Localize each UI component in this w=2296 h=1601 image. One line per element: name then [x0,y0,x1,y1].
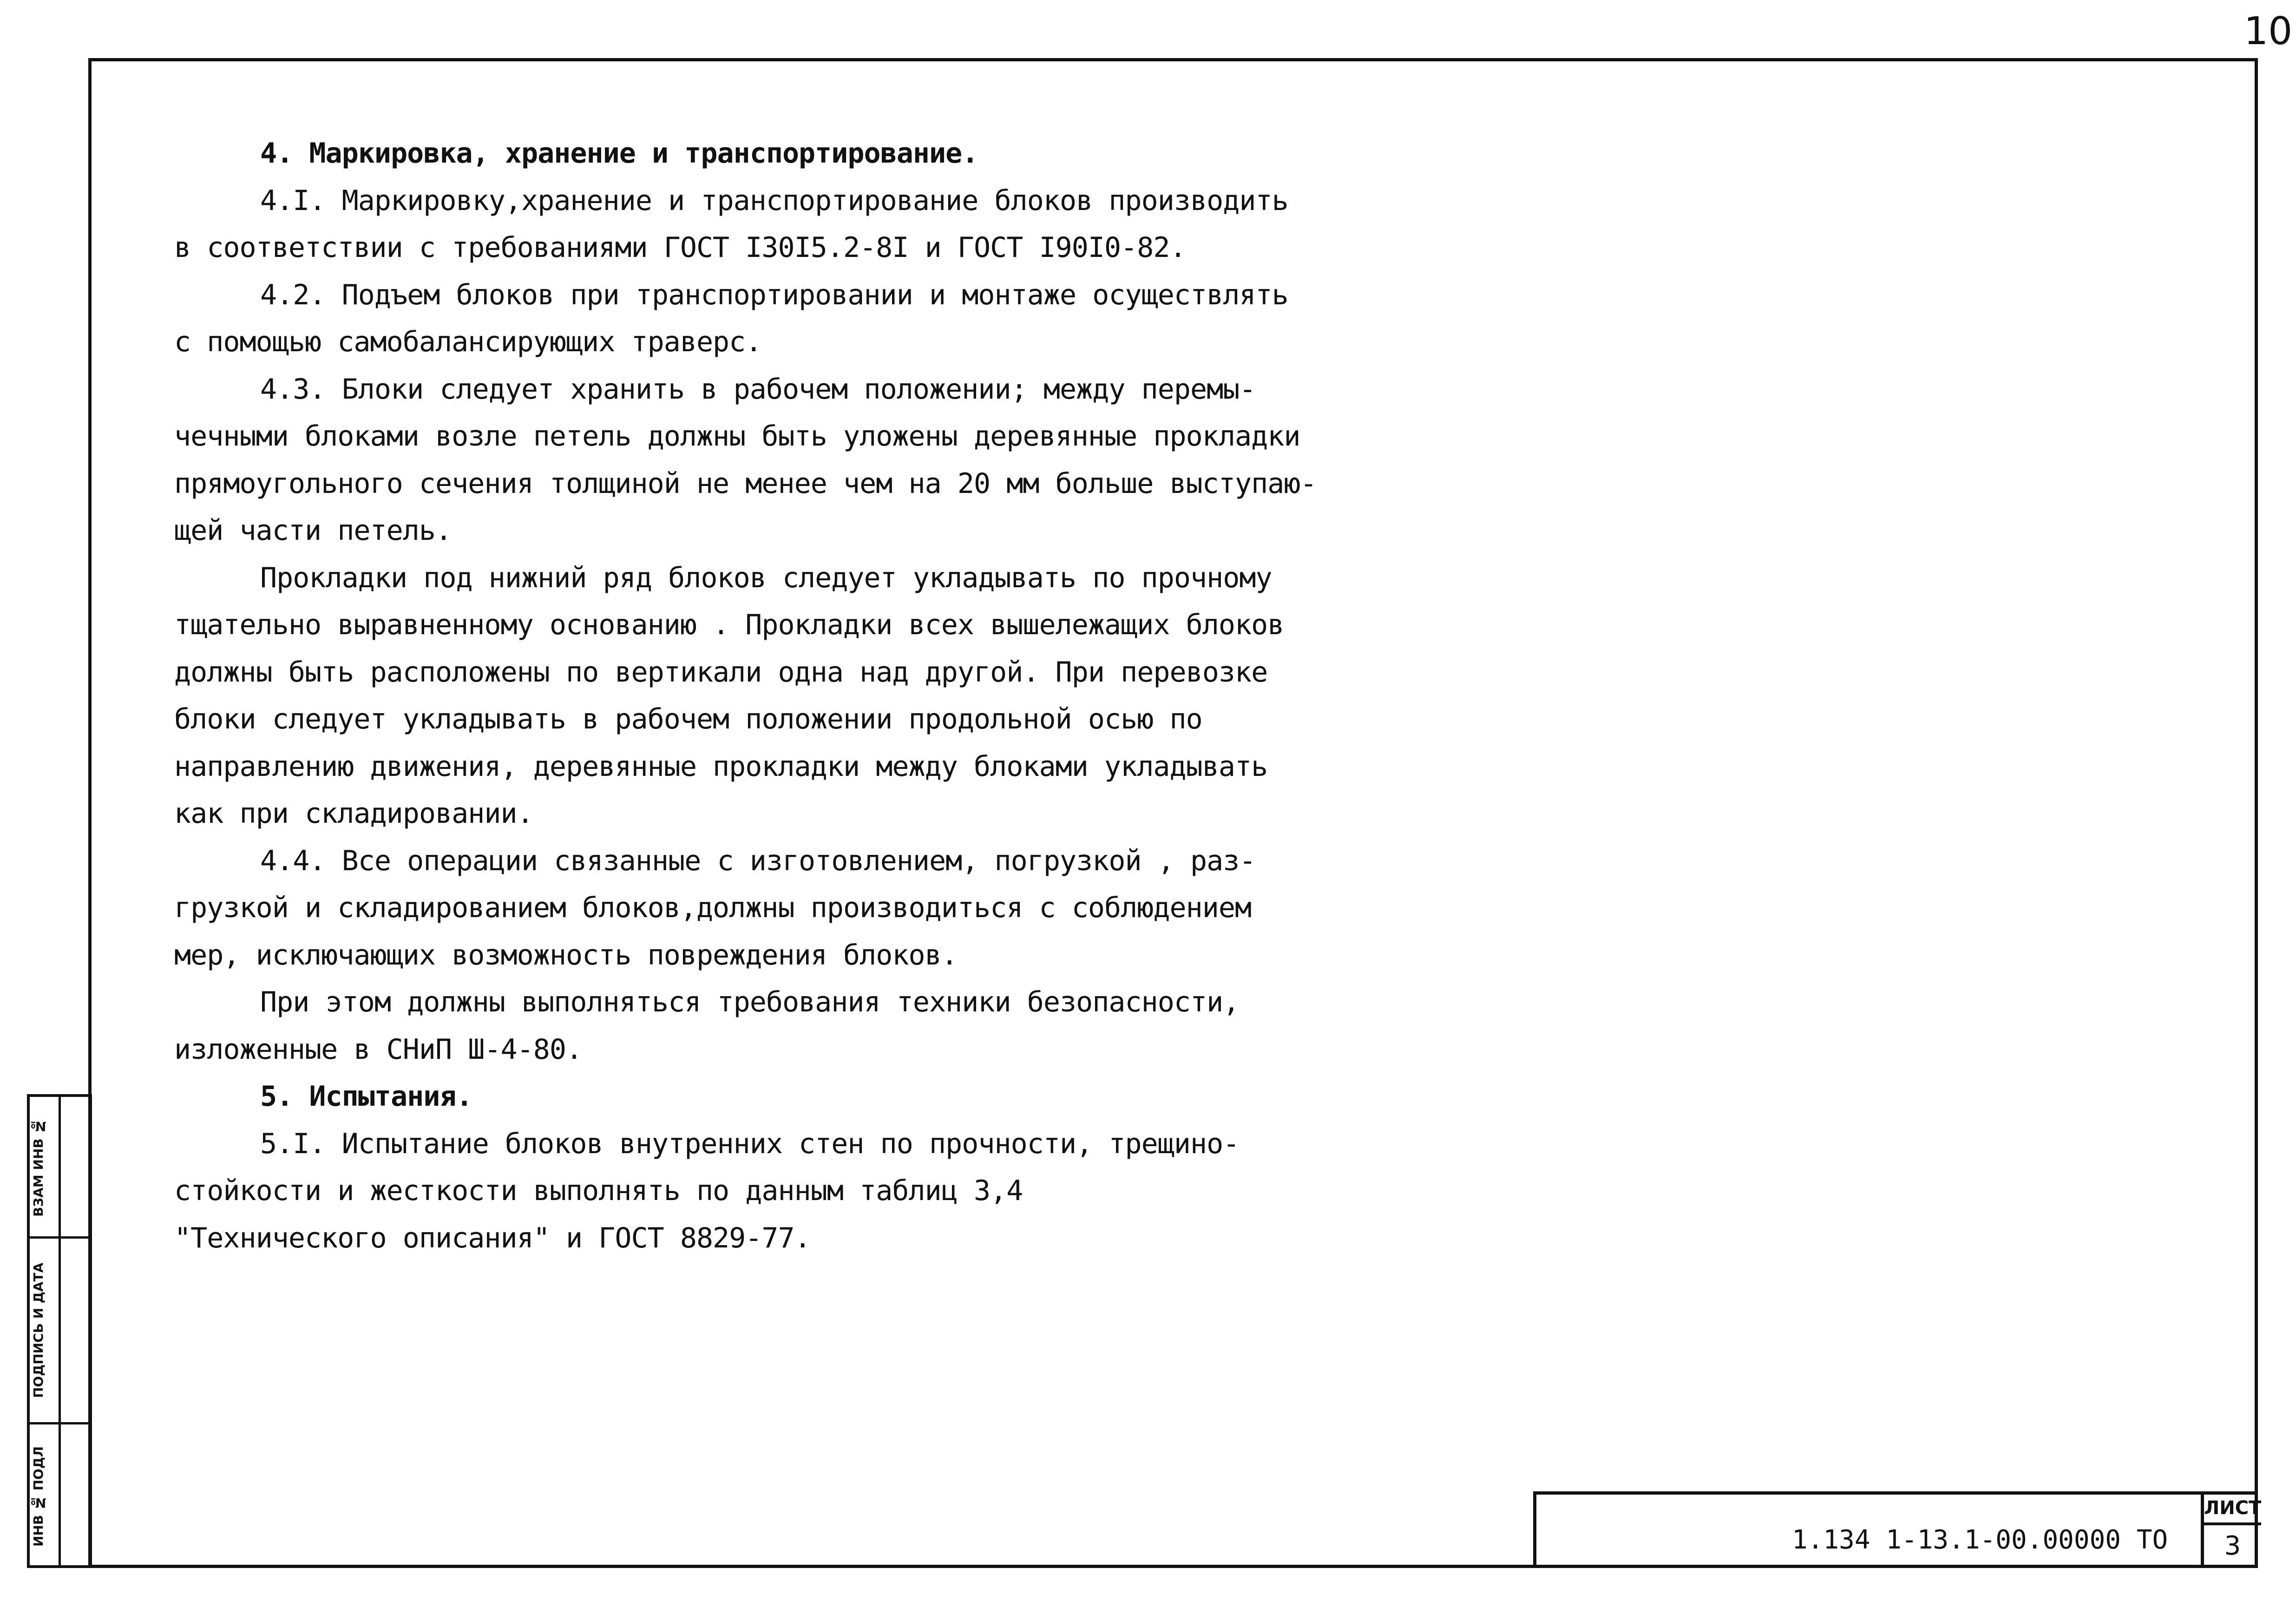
body-line: направлению движения, деревянные прокладки между блоками укладывать [174,750,1268,783]
body-line: 4.3. Блоки следует хранить в рабочем положении; между перемы- [260,373,1256,406]
page-number: 10 [2244,9,2293,53]
stamp-label-inv-orig: ИНВ № ПОДЛ [31,1446,46,1547]
section-heading-4: 4. Маркировка, хранение и транспортирование. [260,137,978,170]
side-stamp [27,1094,92,1568]
stamp-row-divider [30,1236,89,1239]
body-line: щей части петель. [174,514,452,547]
body-line: "Технического описания" и ГОСТ 8829-77. [174,1221,811,1254]
body-line: тщательно выравненному основанию . Прокладки всех вышележащих блоков [174,609,1284,641]
body-line: как при складировании. [174,797,533,830]
stamp-label-replaces-inv: ВЗАМ ИНВ № [31,1118,46,1217]
body-line: Прокладки под нижний ряд блоков следует укладывать по прочному [260,561,1272,594]
body-line: блоки следует укладывать в рабочем положении продольной осью по [174,703,1202,735]
body-line: чечными блоками возле петель должны быть уложены деревянные прокладки [174,420,1300,453]
body-line: с помощью самобалансирующих траверс. [174,326,762,358]
body-line: 5.I. Испытание блоков внутренних стен по прочности, трещино- [260,1127,1240,1160]
stamp-row-divider [30,1422,89,1424]
sheet-number: 3 [2224,1531,2241,1561]
sheet-cell [2201,1495,2261,1568]
title-block [1533,1491,2262,1568]
body-line: в соответствии с требованиями ГОСТ I30I5.2-8I и ГОСТ I90I0-82. [174,231,1186,264]
sheet-label: ЛИСТ [2204,1495,2261,1525]
body-line: прямоугольного сечения толщиной не менее чем на 20 мм больше выступаю- [174,467,1317,500]
section-heading-5: 5. Испытания. [260,1080,472,1113]
body-line: 4.2. Подъем блоков при транспортировании и монтаже осуществлять [260,278,1288,311]
body-line: При этом должны выполняться требования техники безопасности, [260,986,1240,1018]
stamp-label-signature-date: ПОДПИСЬ И ДАТА [31,1262,46,1398]
body-line: изложенные в СНиП Ш-4-80. [174,1033,583,1066]
body-line: стойкости и жесткости выполнять по данным таблиц 3,4 [174,1175,1023,1207]
document-code: 1.134 1-13.1-00.00000 ТО [1792,1525,2168,1555]
stamp-column-divider [59,1097,61,1565]
body-line: 4.I. Маркировку,хранение и транспортирование блоков производить [260,184,1288,217]
body-line: грузкой и складированием блоков,должны производиться с соблюдением [174,892,1252,924]
body-line: мер, исключающих возможность повреждения блоков. [174,938,958,971]
body-line: должны быть расположены по вертикали одна над другой. При перевозке [174,656,1268,689]
body-line: 4.4. Все операции связанные с изготовлением, погрузкой , раз- [260,844,1256,877]
document-body [174,130,1317,1262]
